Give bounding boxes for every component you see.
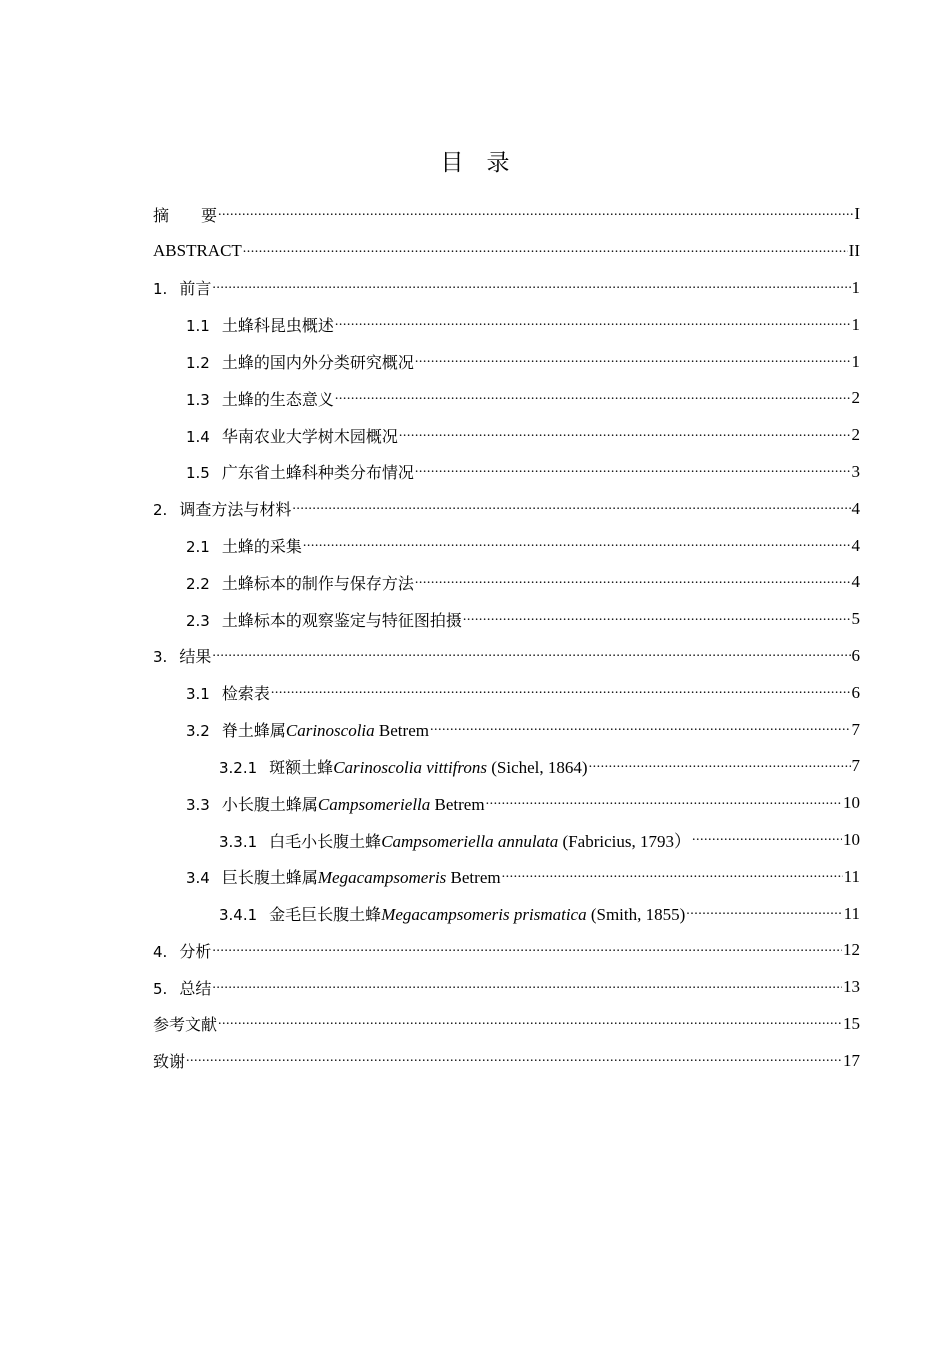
toc-entry-title: [153, 939, 211, 962]
toc-page-number: I: [854, 204, 860, 224]
toc-leader-dots: [218, 203, 853, 220]
toc-entry-number: 3.: [153, 648, 168, 667]
toc-page-number: 2: [851, 425, 860, 445]
toc-entry-label: 土蜂的国内外分类研究概况: [221, 353, 414, 373]
toc-entry-number: 3.1: [186, 685, 210, 704]
toc-entry-label: 白毛小长腹土蜂: [269, 832, 382, 852]
toc-leader-dots: [415, 460, 851, 477]
toc-entry-title: [186, 350, 414, 373]
toc-entry-label: 参考文献: [153, 1015, 218, 1035]
toc-page-number: 10: [843, 829, 860, 849]
toc-entry-number: 3.2: [186, 722, 210, 741]
toc-entry[interactable]: [153, 969, 860, 1006]
table-of-contents: [153, 196, 860, 1079]
toc-page-number: 1: [851, 314, 860, 334]
toc-leader-dots: [292, 497, 850, 514]
toc-entry-label: 小长腹土蜂属: [221, 794, 318, 814]
toc-entry-label: 总结: [179, 978, 212, 998]
toc-entry[interactable]: [153, 785, 860, 822]
toc-entry-title: [153, 276, 211, 299]
toc-entry[interactable]: [153, 1006, 860, 1043]
toc-entry[interactable]: [153, 454, 860, 491]
toc-page-number: II: [848, 241, 860, 261]
toc-entry-label: 致谢: [153, 1052, 186, 1072]
toc-page-number: 4: [851, 498, 860, 518]
toc-entry-number: 2.3: [186, 611, 210, 630]
toc-leader-dots: [335, 313, 851, 330]
toc-entry-number: 1.1: [186, 317, 210, 336]
toc-entry-label: ABSTRACT: [153, 241, 242, 261]
toc-page-number: 15: [843, 1013, 860, 1033]
toc-entry-authority: Betrem: [374, 721, 429, 741]
toc-entry-number: 3.2.1: [219, 758, 258, 777]
toc-entry[interactable]: [153, 1042, 860, 1079]
toc-page-number: 2: [851, 388, 860, 408]
toc-page-number: 1: [851, 351, 860, 371]
toc-entry-label: 华南农业大学树木园概况: [221, 426, 398, 446]
toc-entry-number: 1.2: [186, 354, 210, 373]
toc-page-number: 7: [851, 719, 860, 739]
toc-page-number: 17: [843, 1050, 860, 1070]
toc-entry-authority: (Fabricius, 1793）: [558, 832, 691, 852]
toc-entry-title: [219, 902, 685, 925]
toc-entry[interactable]: [153, 417, 860, 454]
toc-leader-dots: [502, 865, 843, 882]
toc-entry-label: 斑额土蜂: [269, 757, 334, 777]
toc-leader-dots: [212, 276, 850, 293]
toc-page-number: 13: [843, 977, 860, 997]
toc-entry-label: 脊土蜂属: [221, 721, 286, 741]
toc-entry-label: 摘 要: [153, 205, 218, 225]
toc-entry-title: [153, 976, 211, 999]
toc-entry[interactable]: [153, 822, 860, 859]
toc-page-number: 3: [851, 461, 860, 481]
toc-entry-number: 1.: [153, 280, 168, 299]
toc-entry-label: 土蜂的生态意义: [221, 389, 334, 409]
toc-entry-title: [153, 497, 291, 520]
toc-entry-title: [186, 681, 270, 704]
toc-entry-title: [153, 1049, 185, 1072]
toc-page-number: 4: [851, 535, 860, 555]
toc-entry-number: 1.5: [186, 464, 210, 483]
toc-entry[interactable]: [153, 748, 860, 785]
toc-leader-dots: [212, 976, 842, 993]
toc-leader-dots: [218, 1012, 842, 1029]
toc-entry-title: [219, 755, 588, 778]
toc-entry-authority: (Smith, 1855): [586, 905, 686, 925]
toc-entry-title: [186, 387, 334, 410]
toc-entry-title: [186, 534, 302, 557]
toc-entry[interactable]: [153, 674, 860, 711]
toc-page-number: 12: [843, 940, 860, 960]
toc-entry[interactable]: [153, 527, 860, 564]
toc-leader-dots: [415, 350, 851, 367]
toc-entry[interactable]: [153, 895, 860, 932]
toc-leader-dots: [463, 608, 851, 625]
toc-leader-dots: [589, 755, 851, 772]
toc-entry[interactable]: [153, 343, 860, 380]
toc-entry-title: [186, 571, 414, 594]
toc-page-number: 11: [843, 866, 860, 886]
toc-entry-label: 广东省土蜂科种类分布情况: [221, 463, 414, 483]
toc-entry-authority: (Sichel, 1864): [486, 757, 588, 777]
toc-entry-number: 3.4: [186, 869, 210, 888]
toc-leader-dots: [335, 387, 851, 404]
toc-leader-dots: [271, 681, 851, 698]
toc-page-number: 10: [843, 793, 860, 813]
toc-entry-scientific-name: Campsomeriella annulata: [381, 832, 559, 852]
page-title: 目 录: [440, 150, 510, 176]
toc-leader-dots: [415, 571, 851, 588]
toc-leader-dots: [212, 939, 842, 956]
toc-entry-title: [186, 608, 462, 631]
toc-entry-number: 2.1: [186, 538, 210, 557]
toc-entry-label: 前言: [179, 279, 212, 299]
toc-entry[interactable]: [153, 233, 860, 270]
toc-entry-number: 3.3.1: [219, 833, 258, 852]
toc-page-number: 6: [851, 682, 860, 702]
toc-entry-scientific-name: Campsomeriella: [317, 794, 431, 814]
toc-entry-number: 5.: [153, 979, 168, 998]
toc-entry-title: [186, 718, 429, 741]
toc-entry-number: 1.4: [186, 427, 210, 446]
toc-entry[interactable]: [153, 932, 860, 969]
toc-entry-scientific-name: Megacampsomeris: [317, 868, 447, 888]
toc-leader-dots: [303, 534, 851, 551]
toc-entry-authority: Betrem: [430, 794, 485, 814]
toc-entry-title: [186, 460, 414, 483]
toc-entry-number: 3.4.1: [219, 906, 258, 925]
toc-entry-title: [153, 1012, 217, 1035]
toc-entry-label: 土蜂标本的观察鉴定与特征图拍摄: [221, 610, 462, 630]
toc-entry-label: 分析: [179, 941, 212, 961]
toc-page-number: 6: [851, 645, 860, 665]
toc-entry-authority: Betrem: [446, 868, 501, 888]
toc-entry-number: 1.3: [186, 390, 210, 409]
toc-entry-label: 巨长腹土蜂属: [221, 868, 318, 888]
toc-entry-label: 金毛巨长腹土蜂: [269, 905, 382, 925]
toc-entry-title: [186, 424, 398, 447]
toc-entry-label: 检索表: [221, 684, 270, 704]
toc-entry-scientific-name: Megacampsomeris prismatica: [381, 905, 587, 925]
toc-entry[interactable]: [153, 564, 860, 601]
toc-leader-dots: [399, 424, 851, 441]
toc-entry-number: 2.: [153, 501, 168, 520]
toc-entry[interactable]: [153, 858, 860, 895]
toc-entry-title: [186, 865, 501, 888]
toc-entry[interactable]: [153, 638, 860, 675]
toc-entry[interactable]: [153, 270, 860, 307]
toc-entry-label: 调查方法与材料: [179, 500, 292, 520]
toc-entry-number: 3.3: [186, 795, 210, 814]
toc-page-number: 4: [851, 572, 860, 592]
toc-entry[interactable]: [153, 306, 860, 343]
toc-leader-dots: [430, 718, 851, 735]
toc-entry[interactable]: [153, 490, 860, 527]
toc-leader-dots: [686, 902, 842, 919]
toc-entry-title: [153, 644, 211, 667]
toc-entry[interactable]: [153, 601, 860, 638]
toc-entry-number: 4.: [153, 942, 168, 961]
toc-entry-label: 土蜂的采集: [221, 537, 302, 557]
toc-entry-title: [153, 241, 242, 261]
toc-leader-dots: [243, 240, 848, 257]
toc-entry[interactable]: [153, 196, 860, 233]
toc-page-number: 11: [843, 903, 860, 923]
toc-entry-number: 2.2: [186, 574, 210, 593]
toc-entry-label: 结果: [179, 647, 212, 667]
toc-entry[interactable]: [153, 711, 860, 748]
toc-entry[interactable]: [153, 380, 860, 417]
toc-entry-title: [186, 792, 485, 815]
toc-entry-scientific-name: Carinoscolia: [285, 721, 375, 741]
toc-page-number: 7: [851, 756, 860, 776]
toc-page-number: 1: [851, 277, 860, 297]
toc-entry-title: [186, 313, 334, 336]
toc-entry-title: [153, 203, 217, 226]
toc-leader-dots: [486, 792, 842, 809]
toc-entry-scientific-name: Carinoscolia vittifrons: [333, 757, 487, 777]
toc-page-number: 5: [851, 609, 860, 629]
toc-leader-dots: [692, 828, 842, 845]
toc-entry-title: [219, 827, 691, 852]
toc-entry-label: 土蜂科昆虫概述: [221, 316, 334, 336]
toc-leader-dots: [212, 644, 850, 661]
toc-entry-label: 土蜂标本的制作与保存方法: [221, 573, 414, 593]
toc-leader-dots: [186, 1049, 842, 1066]
